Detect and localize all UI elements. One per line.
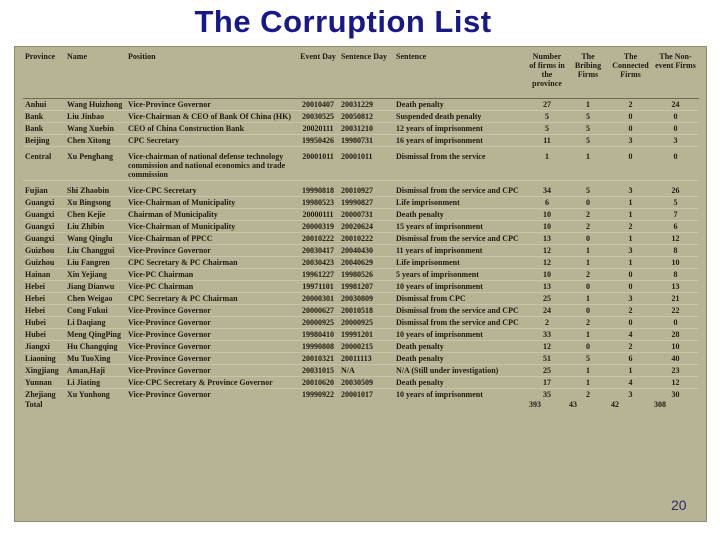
cell-sentence-day: 20030809 [341,294,373,303]
cell-num-firms: 27 [543,100,551,109]
cell-position: Vice-PC Chairman [128,282,194,291]
cell-nonevent-firms: 10 [671,342,680,351]
cell-sentence: N/A (Still under investigation) [396,366,499,375]
cell-bribing-firms: 0 [586,198,590,207]
cell-province: Jiangxi [25,342,50,351]
cell-province: Anhui [25,100,47,109]
cell-event-day: 19971101 [302,282,334,291]
cell-nonevent-firms: 7 [673,210,678,219]
cell-event-day: 20000925 [302,318,334,327]
page-number: 20 [671,497,687,513]
cell-num-firms: 24 [543,306,551,315]
cell-position: Vice-Chairman of PPCC [128,234,213,243]
cell-position: Vice-Chairman & CEO of Bank Of China (HK) [128,112,292,121]
cell-position: Vice-Chairman of Municipality [128,222,236,231]
cell-sentence: 16 years of imprisonment [396,136,483,145]
cell-province: Zhejiang [25,390,56,399]
cell-sentence-day: 20010222 [341,234,373,243]
cell-event-day: 20000627 [302,306,334,315]
cell-bribing-firms: 1 [586,258,590,267]
cell-event-day: 20000301 [302,294,334,303]
cell-nonevent-firms: 6 [673,222,678,231]
cell-province: Xingjiang [25,366,59,375]
cell-province: Fujian [25,186,48,195]
cell-province: Guangxi [25,198,55,207]
cell-num-firms: 35 [543,390,551,399]
cell-sentence-day: 20020624 [341,222,373,231]
cell-sentence: 15 years of imprisonment [396,222,483,231]
table-row [23,353,699,365]
cell-nonevent-firms: 0 [673,318,678,327]
cell-position: Vice-PC Chairman [128,270,194,279]
cell-nonevent-firms: 22 [671,306,680,315]
cell-sentence-day: 20050812 [341,112,373,121]
cell-event-day: 20010620 [302,378,334,387]
cell-province: Beijing [25,136,50,145]
cell-name: Liu Zhibin [67,222,105,231]
total-empty [394,400,527,409]
cell-connected-firms: 3 [628,136,633,145]
table-row [23,317,699,329]
cell-position: Vice-CPC Secretary & Province Governor [128,378,273,387]
cell-num-firms: 13 [543,282,551,291]
total-nonevent-firms: 308 [654,400,666,409]
table-row [23,111,699,123]
cell-sentence: Dismissal from the service and CPC [396,318,519,327]
cell-nonevent-firms: 0 [673,124,678,133]
cell-sentence-day: 20000925 [341,318,373,327]
total-bribing-firms: 43 [569,400,577,409]
cell-name: Xin Yejiang [67,270,107,279]
cell-bribing-firms: 2 [586,390,590,399]
table-row [23,181,699,197]
cell-position: Chairman of Municipality [128,210,218,219]
cell-num-firms: 2 [545,318,549,327]
cell-province: Hebei [25,294,45,303]
cell-sentence-day: 20010927 [341,186,373,195]
cell-position: Vice-Province Governor [128,342,211,351]
cell-province: Guizhou [25,258,55,267]
total-num-firms: 393 [529,400,541,409]
cell-num-firms: 11 [543,136,551,145]
cell-nonevent-firms: 8 [673,270,678,279]
cell-province: Guizhou [25,246,55,255]
cell-sentence: Dismissal from CPC [396,294,466,303]
cell-name: Meng QingPing [67,330,122,339]
table-row [23,377,699,389]
cell-connected-firms: 6 [628,354,633,363]
cell-num-firms: 51 [543,354,551,363]
cell-num-firms: 10 [543,210,551,219]
cell-nonevent-firms: 30 [671,390,680,399]
cell-connected-firms: 1 [628,258,633,267]
cell-province: Guangxi [25,210,55,219]
total-empty [65,400,126,409]
table-row [23,245,699,257]
cell-province: Central [25,152,52,161]
cell-nonevent-firms: 24 [671,100,680,109]
cell-event-day: 20031015 [302,366,334,375]
cell-connected-firms: 1 [628,366,633,375]
cell-name: Liu Fangren [67,258,110,267]
cell-sentence-day: 20000215 [341,342,373,351]
cell-connected-firms: 0 [628,282,633,291]
cell-num-firms: 17 [543,378,551,387]
cell-event-day: 20010222 [302,234,334,243]
cell-connected-firms: 4 [628,378,633,387]
cell-position: Vice-Province Governor [128,318,211,327]
cell-num-firms: 5 [545,112,549,121]
cell-event-day: 19990922 [302,390,334,399]
table-row [23,281,699,293]
header-position: Position [126,49,297,99]
cell-sentence: Death penalty [396,342,444,351]
header-nonevent-firms: The Non-event Firms [652,49,699,99]
header-province: Province [23,49,65,99]
header-num-firms: Number of firms in the province [527,49,567,99]
cell-sentence: 11 years of imprisonment [396,246,483,255]
cell-nonevent-firms: 3 [673,136,678,145]
cell-connected-firms: 0 [628,124,633,133]
cell-nonevent-firms: 8 [673,246,678,255]
table-row [23,257,699,269]
cell-bribing-firms: 2 [586,222,590,231]
cell-bribing-firms: 0 [586,234,590,243]
cell-sentence: 10 years of imprisonment [396,330,483,339]
table-body [23,99,699,401]
cell-nonevent-firms: 28 [671,330,680,339]
cell-province: Hebei [25,306,45,315]
cell-sentence: Dismissal from the service and CPC [396,186,519,195]
cell-event-day: 20000319 [302,222,334,231]
cell-bribing-firms: 5 [586,124,590,133]
cell-num-firms: 12 [543,258,551,267]
cell-name: Aman,Haji [67,366,105,375]
cell-province: Hubei [25,330,46,339]
cell-connected-firms: 3 [628,246,633,255]
table-row [23,233,699,245]
cell-num-firms: 13 [543,234,551,243]
cell-position: Vice-Province Governor [128,354,211,363]
cell-sentence: Death penalty [396,210,444,219]
cell-province: Guangxi [25,222,55,231]
table-row [23,293,699,305]
table-row [23,135,699,147]
header-bribing-firms: The Bribing Firms [567,49,609,99]
cell-nonevent-firms: 0 [673,112,678,121]
cell-sentence-day: 20011113 [341,354,372,363]
cell-name: Wang Huizhong [67,100,123,109]
cell-position: Vice-Province Governor [128,330,211,339]
cell-event-day: 19961227 [302,270,334,279]
cell-bribing-firms: 0 [586,282,590,291]
cell-position: Vice-Chairman of Municipality [128,198,236,207]
cell-position: Vice-Province Governor [128,306,211,315]
header-event-day: Event Day [297,49,339,99]
cell-num-firms: 33 [543,330,551,339]
cell-event-day: 20000111 [302,210,334,219]
cell-bribing-firms: 1 [586,152,590,161]
cell-position: Vice-Province Governor [128,390,211,399]
table-row [23,305,699,317]
cell-nonevent-firms: 40 [671,354,680,363]
cell-connected-firms: 2 [628,306,633,315]
cell-bribing-firms: 0 [586,342,590,351]
total-connected-firms: 42 [611,400,619,409]
header-connected-firms: The Connected Firms [609,49,652,99]
cell-event-day: 20030525 [302,112,334,121]
header-name: Name [65,49,126,99]
cell-name: Mu TuoXing [67,354,111,363]
cell-bribing-firms: 1 [586,366,590,375]
cell-name: Li Daqiang [67,318,106,327]
slide-title: The Corruption List [194,4,492,39]
cell-position: Vice-CPC Secretary [128,186,197,195]
total-row [23,400,699,409]
cell-event-day: 20010321 [302,354,334,363]
cell-name: Hu Changqing [67,342,118,351]
cell-connected-firms: 3 [628,390,633,399]
cell-name: Li Jiating [67,378,101,387]
table-row [23,209,699,221]
table-row [23,269,699,281]
cell-event-day: 19990818 [302,186,334,195]
cell-sentence-day: 19981207 [341,282,373,291]
cell-name: Wang Qinglu [67,234,113,243]
cell-connected-firms: 0 [628,270,633,279]
cell-connected-firms: 2 [628,222,633,231]
cell-province: Guangxi [25,234,55,243]
cell-bribing-firms: 1 [586,294,590,303]
cell-event-day: 20020111 [302,124,334,133]
cell-sentence-day: 19980526 [341,270,373,279]
cell-sentence-day: 19991201 [341,330,373,339]
cell-bribing-firms: 5 [586,136,590,145]
table-row [23,147,699,181]
cell-bribing-firms: 5 [586,354,590,363]
cell-sentence-day: 20001011 [341,152,373,161]
total-empty [297,400,339,409]
cell-sentence-day: 20000731 [341,210,373,219]
cell-sentence: Life imprisonment [396,258,460,267]
cell-event-day: 19980523 [302,198,334,207]
cell-num-firms: 34 [543,186,551,195]
cell-bribing-firms: 2 [586,210,590,219]
cell-position: CPC Secretary & PC Chairman [128,258,238,267]
cell-bribing-firms: 2 [586,270,590,279]
cell-province: Hubei [25,318,46,327]
cell-position: CPC Secretary [128,136,180,145]
cell-num-firms: 10 [543,222,551,231]
cell-name: Wang Xuebin [67,124,114,133]
cell-sentence-day: 20040629 [341,258,373,267]
cell-connected-firms: 3 [628,186,633,195]
cell-sentence-day: 20030509 [341,378,373,387]
cell-connected-firms: 2 [628,100,633,109]
cell-name: Chen Xitong [67,136,111,145]
cell-connected-firms: 0 [628,112,633,121]
table-row [23,341,699,353]
cell-position: CEO of China Construction Bank [128,124,245,133]
cell-nonevent-firms: 12 [671,378,680,387]
cell-name: Xu Penghang [67,152,114,161]
cell-sentence: Dismissal from the service [396,152,486,161]
cell-sentence: Death penalty [396,378,444,387]
cell-nonevent-firms: 21 [671,294,680,303]
cell-nonevent-firms: 0 [673,152,678,161]
cell-name: Liu Changgui [67,246,115,255]
cell-event-day: 19980410 [302,330,334,339]
cell-bribing-firms: 1 [586,330,590,339]
cell-sentence-day: 20031210 [341,124,373,133]
table-row [23,123,699,135]
cell-event-day: 20030417 [302,246,334,255]
table-row [23,197,699,209]
cell-connected-firms: 1 [628,234,633,243]
cell-nonevent-firms: 13 [671,282,680,291]
cell-sentence-day: 19990827 [341,198,373,207]
cell-num-firms: 5 [545,124,549,133]
cell-nonevent-firms: 12 [671,234,680,243]
cell-position: Vice-Province Governor [128,366,211,375]
cell-event-day: 19950426 [302,136,334,145]
cell-event-day: 20010407 [302,100,334,109]
cell-province: Hainan [25,270,51,279]
cell-sentence-day: N/A [341,366,355,375]
corruption-table-panel [14,46,707,522]
cell-province: Yunnan [25,378,52,387]
cell-sentence-day: 19980731 [341,136,373,145]
cell-position: Vice-chairman of national defense technology commission and national economics and trade commission [128,152,286,179]
cell-num-firms: 1 [545,152,549,161]
cell-bribing-firms: 2 [586,318,590,327]
cell-num-firms: 25 [543,294,551,303]
header-sentence-day: Sentence Day [339,49,394,99]
cell-bribing-firms: 5 [586,112,590,121]
cell-name: Jiang Dianwu [67,282,115,291]
cell-sentence: Suspended death penalty [396,112,482,121]
cell-bribing-firms: 5 [586,186,590,195]
cell-num-firms: 12 [543,246,551,255]
cell-bribing-firms: 1 [586,246,590,255]
cell-bribing-firms: 1 [586,100,590,109]
cell-province: Hebei [25,282,45,291]
cell-num-firms: 10 [543,270,551,279]
cell-connected-firms: 0 [628,152,633,161]
cell-num-firms: 6 [545,198,549,207]
cell-name: Cong Fukui [67,306,108,315]
cell-num-firms: 25 [543,366,551,375]
cell-event-day: 20001011 [302,152,334,161]
cell-sentence: 10 years of imprisonment [396,282,483,291]
cell-position: Vice-Province Governor [128,100,211,109]
cell-sentence-day: 20001017 [341,390,373,399]
corruption-table [23,49,699,409]
cell-connected-firms: 3 [628,294,633,303]
cell-nonevent-firms: 10 [671,258,680,267]
cell-sentence: 12 years of imprisonment [396,124,483,133]
cell-sentence-day: 20040430 [341,246,373,255]
cell-connected-firms: 1 [628,198,633,207]
cell-sentence: 5 years of imprisonment [396,270,479,279]
cell-sentence: Dismissal from the service and CPC [396,306,519,315]
cell-connected-firms: 4 [628,330,633,339]
cell-province: Bank [25,124,44,133]
cell-sentence: Death penalty [396,354,444,363]
total-label: Total [25,400,43,409]
cell-sentence: Death penalty [396,100,444,109]
cell-nonevent-firms: 5 [673,198,678,207]
table-header [23,49,699,99]
cell-event-day: 19990808 [302,342,334,351]
cell-name: Xu Bingsong [67,198,111,207]
table-row [23,365,699,377]
cell-province: Bank [25,112,44,121]
cell-name: Liu Jinbao [67,112,105,121]
cell-province: Liaoning [25,354,56,363]
cell-sentence: 10 years of imprisonment [396,390,483,399]
table-row [23,99,699,111]
cell-event-day: 20030423 [302,258,334,267]
total-empty [126,400,297,409]
cell-name: Chen Weigao [67,294,113,303]
cell-sentence-day: 20031229 [341,100,373,109]
cell-sentence: Dismissal from the service and CPC [396,234,519,243]
header-sentence: Sentence [394,49,527,99]
cell-connected-firms: 1 [628,210,633,219]
cell-connected-firms: 0 [628,318,633,327]
cell-connected-firms: 2 [628,342,633,351]
cell-nonevent-firms: 26 [671,186,680,195]
cell-position: CPC Secretary & PC Chairman [128,294,238,303]
cell-name: Xu Yunhong [67,390,110,399]
cell-sentence: Life imprisonment [396,198,460,207]
cell-nonevent-firms: 23 [671,366,680,375]
table-row [23,329,699,341]
total-empty [339,400,394,409]
cell-name: Shi Zhaobin [67,186,110,195]
cell-name: Chen Kejie [67,210,106,219]
cell-num-firms: 12 [543,342,551,351]
cell-sentence-day: 20010518 [341,306,373,315]
cell-position: Vice-Province Governor [128,246,211,255]
table-row [23,389,699,401]
cell-bribing-firms: 0 [586,306,590,315]
table-row [23,221,699,233]
cell-bribing-firms: 1 [586,378,590,387]
